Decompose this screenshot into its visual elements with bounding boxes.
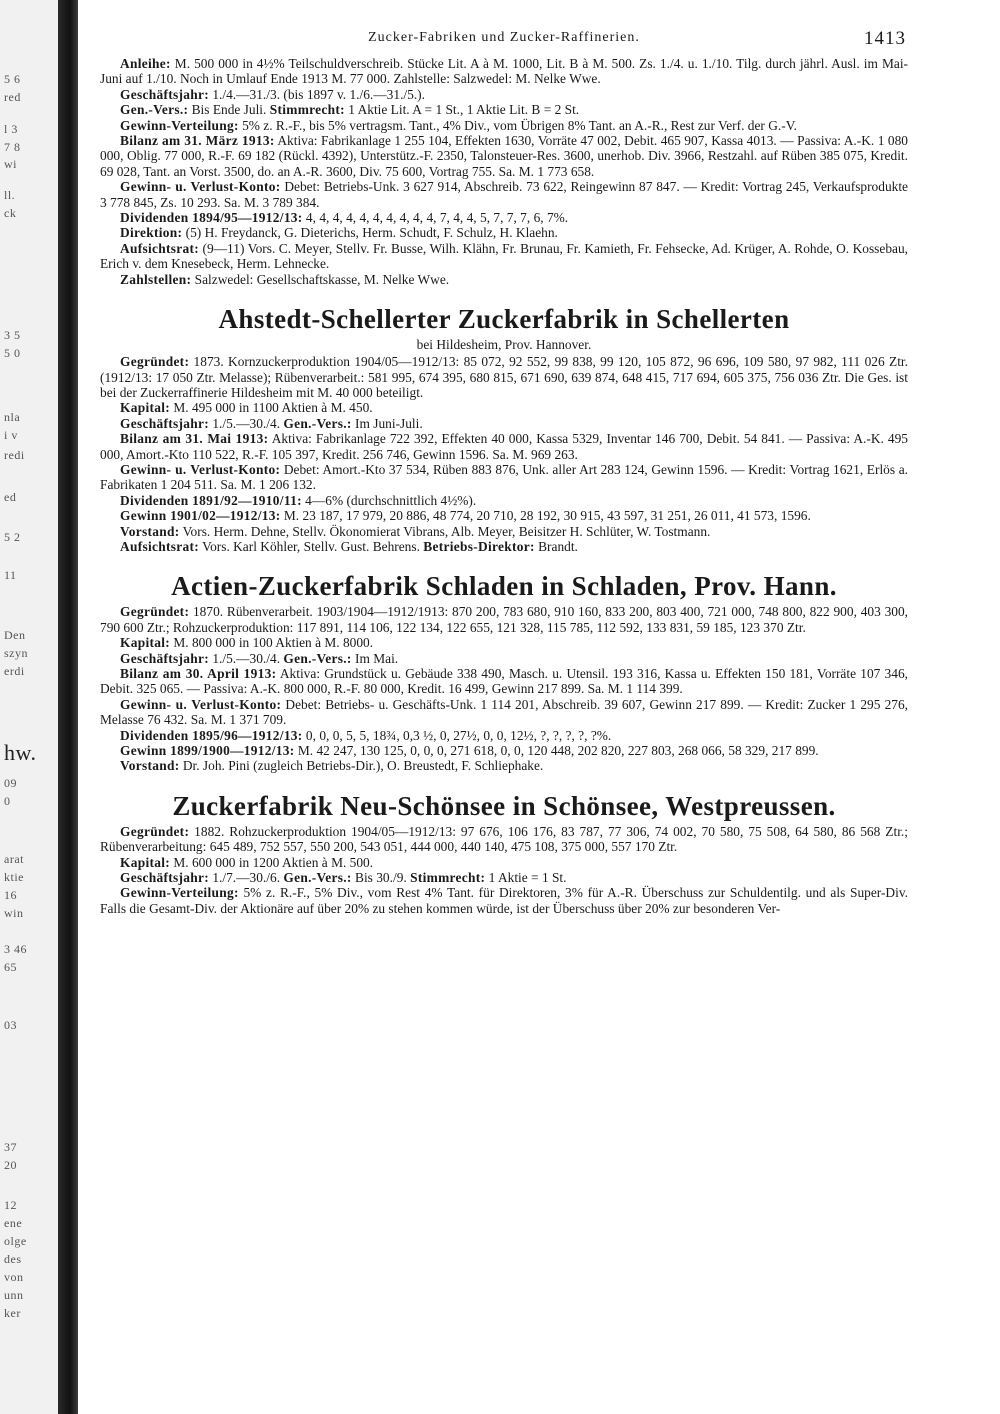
field-label: Gewinn- u. Verlust-Konto: <box>120 696 282 712</box>
field-text: Aktiva: Fabrikanlage 722 392, Effekten 40 000, Kassa 5329, Inventar 146 700, Debit. 54 841. — Passiva: A.-K. 495 000, Amort.-Kto 110 522, R.-F. 105 397, Kredit. 256 746, Gewinn 1596. Sa. M. 969 263. <box>100 431 908 462</box>
page-number: 1413 <box>864 28 906 49</box>
document-page <box>100 22 908 1402</box>
field-text: 1870. Rübenverarbeit. 1903/1904—1912/1913: 870 200, 783 680, 910 160, 833 200, 803 400, 721 000, 748 800, 822 900, 403 300, 790 600 Ztr.; Rohzuckerproduktion: 117 891, 114 106, 122 134, 122 655, 121 328, 115 785, 112 592, 133 831, 59 185, 123 370 Ztr. <box>100 604 908 635</box>
field-text: M. 42 247, 130 125, 0, 0, 0, 271 618, 0, 0, 120 448, 202 820, 227 803, 268 066, 58 329, 217 899. <box>294 743 819 759</box>
margin-fragment: hw. <box>4 740 37 765</box>
field-label: Dividenden 1894/95—1912/13: <box>120 210 303 226</box>
entry-paragraph <box>100 604 908 635</box>
margin-fragment: 16 <box>4 888 17 902</box>
field-text: 1./5.—30./4. <box>209 650 284 666</box>
field-label: Bilanz am 31. Mai 1913: <box>120 431 269 447</box>
field-text: Aktiva: Grundstück u. Gebäude 338 490, Masch. u. Utensil. 193 316, Kassa u. Effekten 150 181, Vorräte 107 346, Debit. 325 065. — Passiva: A.-K. 800 000, R.-F. 80 000, Kredit. 16 499, Gewinn 217 899. Sa. M. 1 114 399. <box>100 666 908 697</box>
field-text: 1 Aktie = 1 St. <box>485 870 567 886</box>
field-label: Vorstand: <box>120 758 180 774</box>
entry-paragraph <box>100 272 908 287</box>
field-label: Zahlstellen: <box>120 271 192 287</box>
field-label: Geschäftsjahr: <box>120 415 209 431</box>
field-label: Gegründet: <box>120 823 190 839</box>
margin-fragment: 5 6 <box>4 72 21 86</box>
entry-paragraph <box>100 210 908 225</box>
margin-fragment: arat <box>4 852 24 866</box>
field-text: Im Mai. <box>351 650 399 666</box>
margin-fragment: redi <box>4 448 25 462</box>
entry-paragraph <box>100 87 908 102</box>
field-text: (5) H. Freydanck, G. Dieterichs, Herm. Schudt, F. Schulz, H. Klaehn. <box>182 225 558 241</box>
entry-paragraph <box>100 743 908 758</box>
field-text: Debet: Betriebs-Unk. 3 627 914, Abschreib. 73 622, Reingewinn 87 847. — Kredit: Vortrag 245, Verkaufsprodukte 3 778 845, Zs. 10 293. Sa. M. 3 789 384. <box>100 179 908 210</box>
adjacent-page-margin <box>0 0 58 1414</box>
entry-paragraph <box>100 118 908 133</box>
field-text: Vors. Karl Köhler, Stellv. Gust. Behrens. <box>199 538 424 554</box>
margin-fragment: ktie <box>4 870 24 884</box>
entry-paragraph <box>100 493 908 508</box>
entry-paragraph <box>100 855 908 870</box>
margin-fragment: i v <box>4 428 18 442</box>
entry-paragraph <box>100 133 908 179</box>
field-text: Brandt. <box>534 538 578 554</box>
field-label: Gewinn-Verteilung: <box>120 885 239 901</box>
field-text: Vors. Herm. Dehne, Stellv. Ökonomierat Vibrans, Alb. Meyer, Beisitzer H. Schlüter, W. Tostmann. <box>179 523 711 539</box>
entry-paragraph <box>100 431 908 462</box>
margin-fragment: des <box>4 1252 22 1266</box>
company-entry <box>100 790 908 916</box>
margin-fragment: l 3 <box>4 122 18 136</box>
margin-fragment: 03 <box>4 1018 17 1032</box>
margin-fragment: 65 <box>4 960 17 974</box>
field-label: Gen.-Vers.: <box>283 650 352 666</box>
field-text: 1873. Kornzuckerproduktion 1904/05—1912/13: 85 072, 92 552, 99 838, 99 120, 105 872, 96 696, 109 580, 97 982, 111 026 Ztr. (1912/13: 17 050 Ztr. Melasse); Rübenverarbeit.: 581 995, 674 395, 680 815, 671 690, 639 874, 648 415, 717 694, 605 375, 756 036 Ztr. Die Ges. ist bei der Zuckerraffinerie Hildesheim mit M. 40 000 beteiligt. <box>100 354 908 400</box>
field-label: Vorstand: <box>120 523 180 539</box>
field-text: Debet: Amort.-Kto 37 534, Rüben 883 876, Unk. aller Art 283 124, Gewinn 1596. — Kredit: Vortrag 1621, Erlös a. Fabrikaten 1 204 511. Sa. M. 1 206 132. <box>100 461 908 493</box>
field-label: Kapital: <box>120 400 171 416</box>
field-label: Geschäftsjahr: <box>120 650 209 666</box>
margin-fragment: 11 <box>4 568 17 582</box>
field-text: 1 Aktie Lit. A = 1 St., 1 Aktie Lit. B = 2 St. <box>344 102 580 118</box>
entry-paragraph <box>100 728 908 743</box>
field-text: (9—11) Vors. C. Meyer, Stellv. Fr. Busse, Wilh. Klähn, Fr. Brunau, Fr. Kamieth, Fr. Fehsecke, Ad. Krüger, A. Rohde, O. Kossebau, Erich v. dem Knesebeck, Herm. Lehnecke. <box>100 240 908 272</box>
field-label: Gegründet: <box>120 604 190 620</box>
entry-paragraph <box>100 697 908 728</box>
margin-fragment: ll. <box>4 188 16 202</box>
field-text: M. 800 000 in 100 Aktien à M. 8000. <box>170 635 374 651</box>
margin-fragment: red <box>4 90 21 104</box>
field-label: Gewinn- u. Verlust-Konto: <box>120 461 281 477</box>
field-text: M. 495 000 in 1100 Aktien à M. 450. <box>170 400 373 416</box>
margin-fragment: ker <box>4 1306 21 1320</box>
margin-fragment: 20 <box>4 1158 17 1172</box>
field-label: Gen.-Vers.: <box>283 415 352 431</box>
field-text: 4, 4, 4, 4, 4, 4, 4, 4, 4, 4, 7, 4, 4, 5, 7, 7, 7, 6, 7%. <box>302 210 569 226</box>
field-text: M. 500 000 in 4½% Teilschuldverschreib. Stücke Lit. A à M. 1000, Lit. B à M. 500. Zs. 1./4. u. 1./10. Tilg. durch jährl. Ausl. im Mai-Juni auf 1./10. Noch in Umlauf Ende 1913 M. 77 000. Zahlstelle: Salzwedel: M. Nelke Wwe. <box>100 56 908 87</box>
field-text: Bis Ende Juli. <box>188 102 270 118</box>
entry-paragraph <box>100 354 908 400</box>
field-text: 1./4.—31./3. (bis 1897 v. 1./6.—31./5.). <box>209 86 425 102</box>
field-label: Betriebs-Direktor: <box>423 538 535 554</box>
entry-paragraph <box>100 508 908 523</box>
company-title: Actien-Zuckerfabrik Schladen in Schladen, Prov. Hann. <box>171 571 837 602</box>
margin-fragment: 3 5 <box>4 328 21 342</box>
field-text: 1882. Rohzuckerproduktion 1904/05—1912/13: 97 676, 106 176, 83 787, 77 306, 74 002, 70 580, 75 508, 64 580, 86 568 Ztr.; Rübenverarbeitung: 645 489, 752 557, 550 200, 543 051, 444 000, 440 140, 475 108, 375 000, 557 170 Ztr. <box>100 823 908 855</box>
entry-paragraph <box>100 56 908 87</box>
field-label: Gen.-Vers.: <box>283 870 352 886</box>
entry-continued <box>100 56 908 287</box>
entry-paragraph <box>100 824 908 855</box>
margin-fragment: 3 46 <box>4 942 27 956</box>
field-label: Kapital: <box>120 635 171 651</box>
field-label: Gewinn 1899/1900—1912/13: <box>120 743 295 759</box>
field-text: M. 23 187, 17 979, 20 886, 48 774, 20 710, 28 192, 30 915, 43 597, 31 251, 26 011, 41 573, 1596. <box>280 508 811 524</box>
field-label: Aufsichtsrat: <box>120 538 200 554</box>
field-text: 5% z. R.-F., 5% Div., vom Rest 4% Tant. für Direktoren, 3% für A.-R. Überschuss zur Schuldentilg. und als Super-Div. Falls die Gesamt-Div. der Aktionäre auf über 20% zu stehen kommen würde, ist der Überschuss über 20% zur besonderen Ver- <box>100 885 908 916</box>
field-label: Stimmrecht: <box>410 870 486 886</box>
margin-fragment: ene <box>4 1216 23 1230</box>
margin-fragment: nla <box>4 410 21 424</box>
margin-fragment: ck <box>4 206 17 220</box>
entry-paragraph <box>100 666 908 697</box>
margin-fragment: 7 8 <box>4 140 21 154</box>
margin-fragment: szyn <box>4 646 28 660</box>
entry-paragraph <box>100 651 908 666</box>
field-label: Gegründet: <box>120 354 190 370</box>
margin-fragment: 5 0 <box>4 346 21 360</box>
field-text: Dr. Joh. Pini (zugleich Betriebs-Dir.), O. Breustedt, F. Schliephake. <box>179 758 544 774</box>
margin-fragment: wi <box>4 157 17 171</box>
entry-paragraph <box>100 870 908 885</box>
margin-fragment: erdi <box>4 664 25 678</box>
margin-fragment: 5 2 <box>4 530 21 544</box>
company-entry <box>100 303 908 554</box>
field-label: Dividenden 1895/96—1912/13: <box>120 727 303 743</box>
field-text: Bis 30./9. <box>351 870 411 886</box>
field-text: 0, 0, 0, 5, 5, 18¾, 0,3 ½, 0, 27½, 0, 0, 12½, ?, ?, ?, ?, ?%. <box>302 727 612 743</box>
field-text: Salzwedel: Gesellschaftskasse, M. Nelke Wwe. <box>191 271 450 287</box>
company-entry <box>100 570 908 773</box>
margin-fragment: 12 <box>4 1198 17 1212</box>
margin-fragment: 37 <box>4 1140 17 1154</box>
field-label: Dividenden 1891/92—1910/11: <box>120 492 302 508</box>
field-label: Aufsichtsrat: <box>120 240 200 256</box>
margin-fragment: unn <box>4 1288 24 1302</box>
field-text: 1./5.—30./4. <box>209 415 284 431</box>
entry-paragraph <box>100 179 908 210</box>
field-text: M. 600 000 in 1200 Aktien à M. 500. <box>170 854 374 870</box>
field-label: Direktion: <box>120 225 183 241</box>
field-label: Gen.-Vers.: <box>120 102 189 118</box>
entry-paragraph <box>100 102 908 117</box>
margin-fragment: 09 <box>4 776 17 790</box>
margin-fragment: ed <box>4 490 17 504</box>
field-label: Stimmrecht: <box>269 102 345 118</box>
entry-paragraph <box>100 462 908 493</box>
field-label: Anleihe: <box>120 56 171 71</box>
margin-fragment: von <box>4 1270 24 1284</box>
field-text: 1./7.—30./6. <box>209 870 284 886</box>
field-label: Gewinn- u. Verlust-Konto: <box>120 179 281 195</box>
entry-paragraph <box>100 524 908 539</box>
book-binding-shadow <box>58 0 78 1414</box>
field-text: Debet: Betriebs- u. Geschäfts-Unk. 1 114 201, Abschreib. 39 607, Gewinn 217 899. — Kredit: Zucker 1 295 276, Melasse 76 432. Sa. M. 1 371 709. <box>100 696 908 728</box>
field-label: Gewinn-Verteilung: <box>120 117 239 133</box>
field-label: Bilanz am 30. April 1913: <box>120 666 277 681</box>
company-title: Ahstedt-Schellerter Zuckerfabrik in Schellerten <box>218 304 790 335</box>
entry-paragraph <box>100 635 908 650</box>
field-text: 5% z. R.-F., bis 5% vertragsm. Tant., 4% Div., vom Übrigen 8% Tant. an A.-R., Rest zur Verf. der G.-V. <box>238 117 797 133</box>
margin-fragment: olge <box>4 1234 27 1248</box>
field-label: Bilanz am 31. März 1913: <box>120 133 275 149</box>
entry-paragraph <box>100 758 908 773</box>
field-label: Gewinn 1901/02—1912/13: <box>120 508 281 524</box>
margin-fragment: win <box>4 906 24 920</box>
entry-paragraph <box>100 539 908 554</box>
field-text: 4—6% (durchschnittlich 4½%). <box>301 492 477 508</box>
margin-fragment: Den <box>4 628 26 642</box>
entry-paragraph <box>100 225 908 240</box>
field-text: Im Juni-Juli. <box>351 415 423 431</box>
entry-paragraph <box>100 416 908 431</box>
company-subtitle: bei Hildesheim, Prov. Hannover. <box>416 337 592 353</box>
margin-fragment: 0 <box>4 794 11 808</box>
field-text: Aktiva: Fabrikanlage 1 255 104, Effekten 1630, Vorräte 47 002, Debit. 465 907, Kassa 4013. — Passiva: A.-K. 1 080 000, Oblig. 77 000, R.-F. 69 182 (Rückl. 4392), Unterstütz.-F. 2350, Talonsteuer-Res. 3600, unerhob. Div. 3966, Restzahl. auf Rüben 385 075, Kredit. 69 028, Tant. an Vorst. 3500, do. an A.-R. 3600, Div. 75 600, Vortrag 755. Sa. M. 1 773 658. <box>100 133 908 179</box>
page-header <box>100 22 908 56</box>
entry-paragraph <box>100 241 908 272</box>
field-label: Kapital: <box>120 854 171 870</box>
entry-paragraph <box>100 885 908 916</box>
field-label: Geschäftsjahr: <box>120 86 209 102</box>
running-head: Zucker-Fabriken und Zucker-Raffinerien. <box>368 30 640 45</box>
entry-paragraph <box>100 400 908 415</box>
field-label: Geschäftsjahr: <box>120 870 209 886</box>
company-title: Zuckerfabrik Neu-Schönsee in Schönsee, Westpreussen. <box>172 790 836 821</box>
